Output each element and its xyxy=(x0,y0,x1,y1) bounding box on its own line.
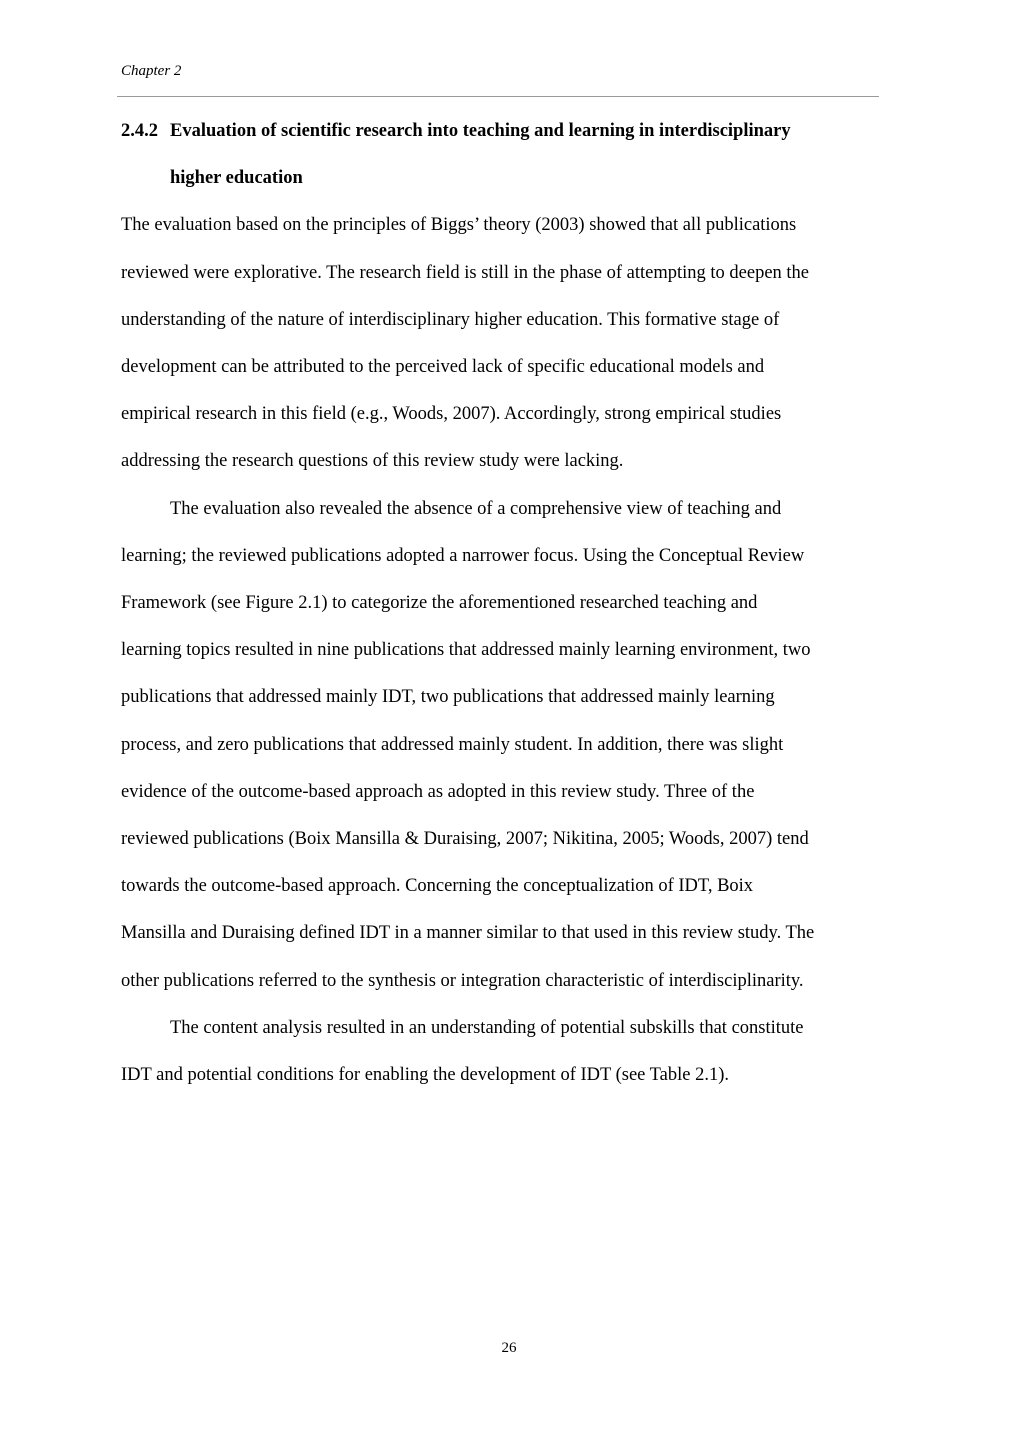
text-line: Mansilla and Duraising defined IDT in a manner similar to that used in this review study. The xyxy=(121,923,815,944)
text-line: Framework (see Figure 2.1) to categorize the aforementioned researched teaching and xyxy=(121,593,758,614)
text-line: towards the outcome-based approach. Concerning the conceptualization of IDT, Boix xyxy=(121,876,754,897)
paragraph-3 xyxy=(121,1005,896,1099)
section-title-line: Evaluation of scientific research into teaching and learning in interdisciplinary xyxy=(170,121,791,141)
text-line: process, and zero publications that addressed mainly student. In addition, there was slight xyxy=(121,734,784,755)
text-line: The evaluation based on the principles of Biggs’ theory (2003) showed that all publications xyxy=(121,215,797,236)
text-line: learning topics resulted in nine publications that addressed mainly learning environment, two xyxy=(121,640,811,661)
text-line: addressing the research questions of this review study were lacking. xyxy=(121,451,624,472)
text-line: The evaluation also revealed the absence of a comprehensive view of teaching and xyxy=(170,498,782,519)
text-line: reviewed publications (Boix Mansilla & Duraising, 2007; Nikitina, 2005; Woods, 2007) tend xyxy=(121,829,809,850)
section-title xyxy=(170,108,896,202)
section-heading xyxy=(121,108,896,202)
section-number: 2.4.2 xyxy=(121,121,158,141)
text-line: other publications referred to the synthesis or integration characteristic of interdisciplinarity. xyxy=(121,970,804,991)
running-head: Chapter 2 xyxy=(121,63,182,79)
text-line: IDT and potential conditions for enabling the development of IDT (see Table 2.1). xyxy=(121,1065,730,1086)
text-line: reviewed were explorative. The research field is still in the phase of attempting to deepen the xyxy=(121,262,810,283)
text-line: evidence of the outcome-based approach as adopted in this review study. Three of the xyxy=(121,781,755,802)
section-title-line: higher education xyxy=(170,168,303,189)
paragraph-1 xyxy=(121,202,896,485)
page-body xyxy=(121,108,896,1099)
text-line: empirical research in this field (e.g., Woods, 2007). Accordingly, strong empirical studies xyxy=(121,404,782,425)
text-line: understanding of the nature of interdisciplinary higher education. This formative stage of xyxy=(121,309,780,330)
text-line: development can be attributed to the perceived lack of specific educational models and xyxy=(121,357,765,378)
text-line: publications that addressed mainly IDT, two publications that addressed mainly learning xyxy=(121,687,775,708)
page-number: 26 xyxy=(501,1340,517,1356)
text-line: The content analysis resulted in an understanding of potential subskills that constitute xyxy=(170,1017,804,1038)
header-rule xyxy=(117,96,879,97)
paragraph-2 xyxy=(121,486,896,1005)
text-line: learning; the reviewed publications adopted a narrower focus. Using the Conceptual Review xyxy=(121,545,805,566)
